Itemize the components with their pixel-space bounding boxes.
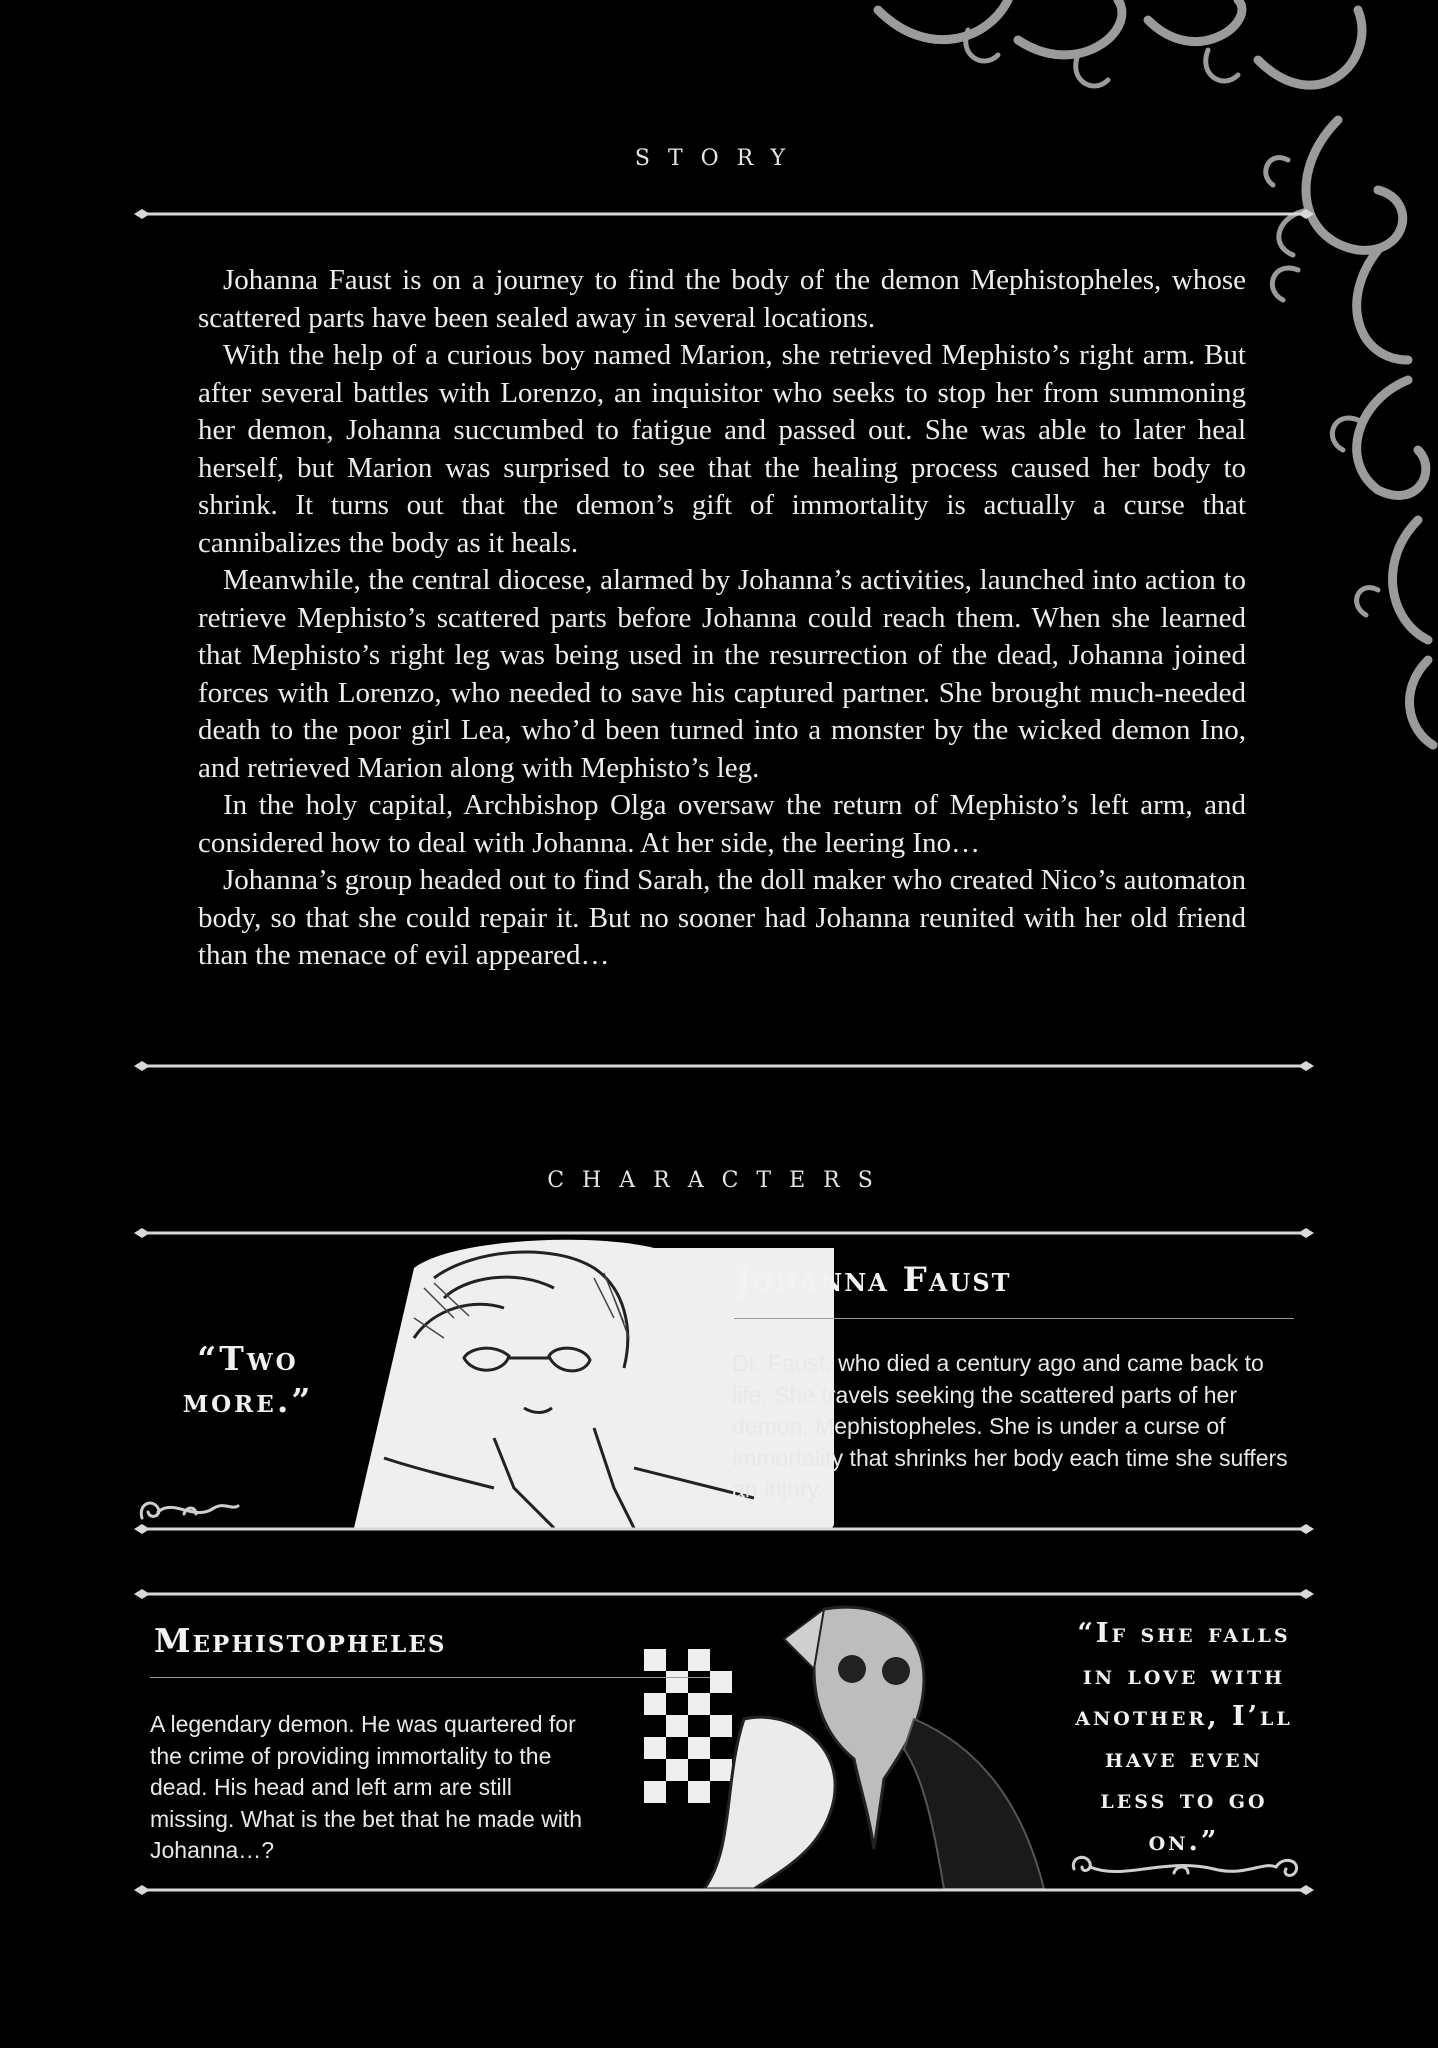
story-heading: STORY [634, 146, 804, 171]
mephistopheles-quote [1054, 1613, 1314, 1862]
quote-line: “If she falls [1077, 1618, 1291, 1649]
characters-heading: CHARACTERS [547, 1168, 891, 1193]
story-body [198, 262, 1246, 975]
flourish-icon [1064, 1851, 1304, 1887]
quote-line: less to go [1100, 1784, 1268, 1815]
flourish-icon [134, 1488, 244, 1524]
quote-line: “Two [197, 1339, 299, 1378]
story-paragraph: Meanwhile, the central diocese, alarmed by Johanna’s activities, launched into action to retrieve Mephisto’s scattered parts before Johanna could reach them. When she learned that Mephisto’s right leg was being used in the resurrection of the dead, Johanna joined forces with Lorenzo, who needed to save his captured partner. She brought much-needed death to the poor girl Lea, who’d been turned into a monster by the wicked demon Ino, and retrieved Marion along with Mephisto’s leg. [198, 564, 1246, 784]
quote-line: on.” [1148, 1825, 1220, 1857]
quote-line: have even [1104, 1742, 1263, 1774]
quote-line: in love with [1082, 1659, 1286, 1691]
quote-line: more.” [182, 1381, 314, 1420]
character-card-johanna [134, 1238, 1314, 1528]
johanna-bottom-divider [134, 1522, 1314, 1536]
character-card-mephistopheles [134, 1599, 1314, 1889]
johanna-quote [148, 1338, 348, 1422]
mephisto-bottom-divider [134, 1883, 1314, 1897]
johanna-description: Dr. Faust, who died a century ago and came back to life. She travels seeking the scattered parts of her demon, Mephistopheles. She is under a curse of immortality that shrinks her body each time she suffers an injury. [732, 1350, 1288, 1502]
story-paragraph: In the holy capital, Archbishop Olga oversaw the return of Mephisto’s left arm, and considered how to deal with Johanna. At her side, the leering Ino… [198, 789, 1246, 859]
story-paragraph: With the help of a curious boy named Marion, she retrieved Mephisto’s right arm. But after several battles with Lorenzo, an inquisitor who seeks to stop her from summoning her demon, Johanna succumbed to fatigue and passed out. She was able to later heal herself, but Marion was surprised to see that the healing process caused her body to shrink. It turns out that the demon’s gift of immortality is actually a curse that cannibalizes the body as it heals. [198, 339, 1246, 559]
mephistopheles-portrait [584, 1599, 1104, 1889]
story-bottom-divider [134, 1059, 1314, 1073]
mephistopheles-name: Mephistopheles [154, 1621, 447, 1660]
story-top-divider [134, 207, 1314, 221]
mephistopheles-name-underline [150, 1677, 710, 1678]
johanna-name: Johanna Faust [734, 1260, 1012, 1300]
johanna-name-underline [734, 1318, 1294, 1319]
quote-line: another, I’ll [1075, 1701, 1293, 1732]
story-paragraph: Johanna’s group headed out to find Sarah, the doll maker who created Nico’s automaton body, so that she could repair it. But no sooner had Johanna reunited with her old friend than the menace of evil appeared… [198, 864, 1246, 971]
story-paragraph: Johanna Faust is on a journey to find the body of the demon Mephistopheles, whose scattered parts have been sealed away in several locations. [198, 264, 1246, 334]
mephistopheles-description: A legendary demon. He was quartered for the crime of providing immortality to the dead. His head and left arm are still missing. What is the bet that he made with Johanna…? [150, 1711, 583, 1863]
